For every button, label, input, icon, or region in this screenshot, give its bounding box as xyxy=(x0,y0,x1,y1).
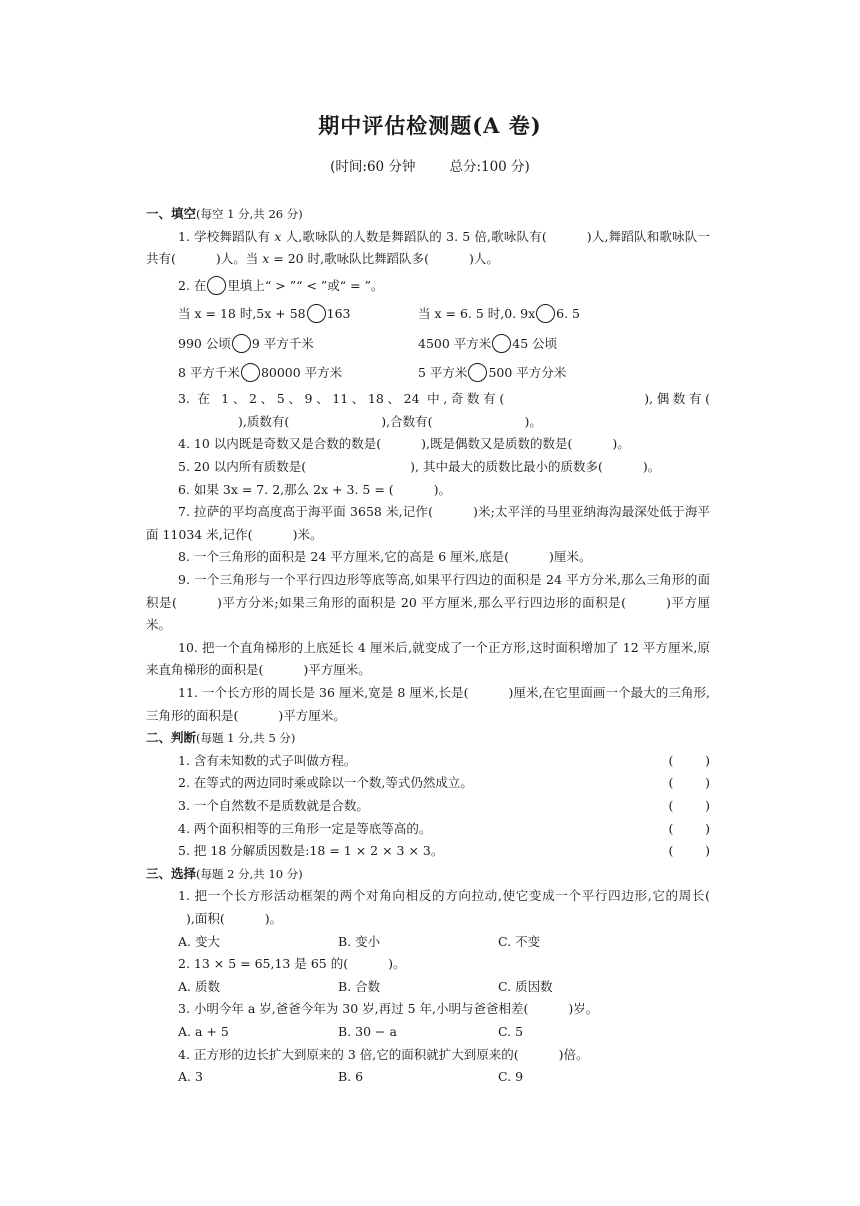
answer-circle[interactable] xyxy=(536,304,555,323)
choice-options xyxy=(146,976,710,999)
option-c[interactable]: C. 5 xyxy=(498,1023,524,1039)
answer-circle[interactable] xyxy=(468,363,487,382)
compare-row: 8 平方千米 80000 平方米 5 平方米 500 平方分米 xyxy=(178,365,567,381)
judge-item: 3. 一个自然数不是质数就是合数。 ( ) xyxy=(146,795,710,818)
option-b[interactable]: B. 变小 xyxy=(338,933,381,949)
option-c[interactable]: C. 9 xyxy=(498,1069,524,1085)
answer-circle[interactable] xyxy=(241,363,260,382)
judge-item: 1. 含有未知数的式子叫做方程。 ( ) xyxy=(146,750,710,773)
question-1-8: 8. 一个三角形的面积是 24 平方厘米,它的高是 6 厘米,底是( )厘米。 xyxy=(178,549,592,565)
question-1-2: 2. 在 里填上“ > ”“ < ”或“ = ”。 xyxy=(178,277,384,293)
option-a[interactable]: A. 变大 xyxy=(178,933,220,949)
question-3-1: 1. 把一个长方形活动框架的两个对角向相反的方向拉动,使它变成一个平行四边形,它的周长(),面积( )。 xyxy=(178,888,710,926)
question-1-5: 5. 20 以内所有质数是( ), 其中最大的质数比最小的质数多( )。 xyxy=(178,459,661,475)
choice-options xyxy=(146,1066,710,1089)
exam-content xyxy=(146,203,710,1089)
answer-paren[interactable]: ( ) xyxy=(668,843,710,859)
question-1-11: 11. 一个长方形的周长是 36 厘米,宽是 8 厘米,长是( )厘米,在它里面画一个最大的三角形,三角形的面积是( )平方厘米。 xyxy=(146,685,710,723)
answer-circle[interactable] xyxy=(307,304,326,323)
judge-item: 5. 把 18 分解质因数是:18 = 1 × 2 × 3 × 3。 ( ) xyxy=(146,840,710,863)
question-3-3: 3. 小明今年 a 岁,爸爸今年为 30 岁,再过 5 年,小明与爸爸相差( )岁。 xyxy=(178,1001,599,1017)
page-title: 期中评估检测题(A 卷) xyxy=(318,113,542,138)
time-limit: (时间:60 分钟 xyxy=(330,159,416,175)
section-heading-judge: 二、判断(每题 1 分,共 5 分) xyxy=(146,730,296,746)
option-b[interactable]: B. 合数 xyxy=(338,978,381,994)
option-b[interactable]: B. 30 − a xyxy=(338,1023,397,1039)
option-c[interactable]: C. 不变 xyxy=(498,933,541,949)
judge-item: 2. 在等式的两边同时乘或除以一个数,等式仍然成立。 ( ) xyxy=(146,772,710,795)
question-1-9: 9. 一个三角形与一个平行四边形等底等高,如果平行四边的面积是 24 平方分米,那么三角形的面积是( )平方分米;如果三角形的面积是 20 平方厘米,那么平行四边形的面积是( )平方厘米。 xyxy=(146,572,710,633)
choice-options xyxy=(146,1021,710,1044)
section-heading-fill: 一、填空(每空 1 分,共 26 分) xyxy=(146,206,303,221)
option-a[interactable]: A. 3 xyxy=(178,1069,203,1085)
option-c[interactable]: C. 质因数 xyxy=(498,978,553,994)
choice-options xyxy=(146,931,710,954)
option-b[interactable]: B. 6 xyxy=(338,1069,364,1085)
question-1-4: 4. 10 以内既是奇数又是合数的数是( ),既是偶数又是质数的数是( )。 xyxy=(178,436,630,452)
compare-row: 当 x = 18 时,5x + 58 163 当 x = 6. 5 时,0. 9x 6. 5 xyxy=(178,306,581,322)
question-1-6: 6. 如果 3x = 7. 2,那么 2x + 3. 5 = ( )。 xyxy=(178,481,452,497)
question-1-10: 10. 把一个直角梯形的上底延长 4 厘米后,就变成了一个正方形,这时面积增加了 12 平方厘米,原来直角梯形的面积是( )平方厘米。 xyxy=(146,639,710,678)
answer-circle[interactable] xyxy=(232,334,251,353)
question-1-1: 1. 学校舞蹈队有 x 人,歌咏队的人数是舞蹈队的 3. 5 倍,歌咏队有( )人,舞蹈队和歌咏队一共有( )人。当 x = 20 时,歌咏队比舞蹈队多( )人。 xyxy=(146,228,710,267)
question-3-4: 4. 正方形的边长扩大到原来的 3 倍,它的面积就扩大到原来的( )倍。 xyxy=(178,1046,589,1062)
question-3-2: 2. 13 × 5 = 65,13 是 65 的( )。 xyxy=(178,956,406,972)
option-a[interactable]: A. a + 5 xyxy=(178,1023,229,1039)
section-heading-choice: 三、选择(每题 2 分,共 10 分) xyxy=(146,865,303,881)
answer-paren[interactable]: ( ) xyxy=(668,797,710,813)
total-score: 总分:100 分) xyxy=(449,159,530,175)
exam-info xyxy=(0,155,860,175)
judge-item: 4. 两个面积相等的三角形一定是等底等高的。 ( ) xyxy=(146,818,710,841)
answer-paren[interactable]: ( ) xyxy=(668,820,710,836)
question-1-7: 7. 拉萨的平均高度高于海平面 3658 米,记作( )米;太平洋的马里亚纳海沟最深处低于海平面 11034 米,记作( )米。 xyxy=(146,504,711,542)
answer-paren[interactable]: ( ) xyxy=(668,752,710,768)
compare-row: 990 公顷 9 平方千米 4500 平方米 45 公顷 xyxy=(178,335,558,351)
answer-circle[interactable] xyxy=(492,334,511,353)
answer-circle[interactable] xyxy=(207,276,226,295)
option-a[interactable]: A. 质数 xyxy=(178,978,220,994)
question-1-3: 3. 在 1、2、5、9、11、18、24 中,奇数有( ),偶数有(),质数有( ),合数有( )。 xyxy=(178,391,710,429)
answer-paren[interactable]: ( ) xyxy=(668,775,710,791)
